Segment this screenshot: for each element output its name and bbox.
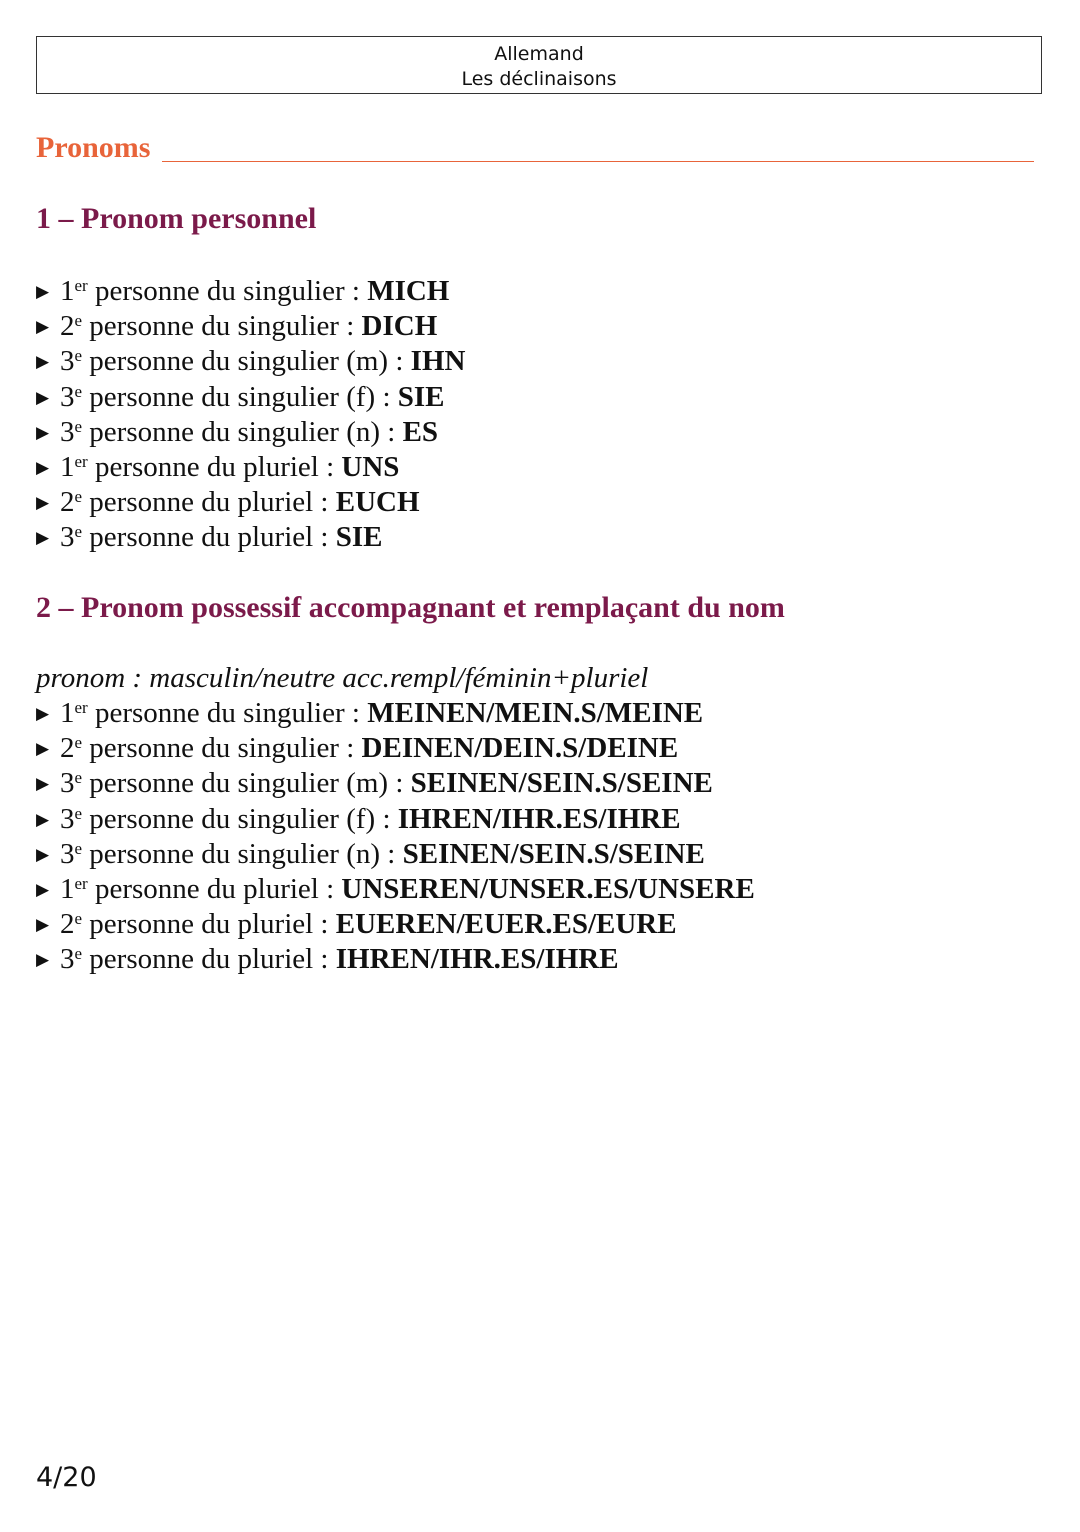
- list-item: ▶ 1er personne du singulier : MICH: [36, 274, 465, 309]
- triangle-bullet-icon: ▶: [36, 809, 50, 830]
- list-item: ▶ 1er personne du pluriel : UNSEREN/UNSER.ES/UNSERE: [36, 872, 755, 907]
- list-item: ▶ 3e personne du singulier (f) : SIE: [36, 380, 465, 415]
- triangle-bullet-icon: ▶: [36, 915, 50, 936]
- triangle-bullet-icon: ▶: [36, 739, 50, 760]
- list-item: ▶ 1er personne du singulier : MEINEN/MEIN.S/MEINE: [36, 696, 755, 731]
- header-subject: Allemand: [494, 43, 584, 65]
- triangle-bullet-icon: ▶: [36, 844, 50, 865]
- section-title: [36, 128, 1034, 168]
- list-item: ▶ 3e personne du singulier (m) : IHN: [36, 344, 465, 379]
- triangle-bullet-icon: ▶: [36, 704, 50, 724]
- list-item: ▶ 2e personne du singulier : DEINEN/DEIN.S/DEINE: [36, 731, 755, 766]
- list-item: ▶ 1er personne du pluriel : UNS: [36, 450, 465, 485]
- list-item: ▶ 3e personne du pluriel : SIE: [36, 520, 465, 555]
- document-header: [36, 36, 1042, 94]
- list-item: ▶ 3e personne du singulier (n) : SEINEN/SEIN.S/SEINE: [36, 837, 755, 872]
- possessive-note: pronom : masculin/neutre acc.rempl/féminin+pluriel: [36, 662, 649, 694]
- page-number: 4/20: [36, 1462, 97, 1493]
- personal-pronoun-heading: 1 – Pronom personnel: [36, 202, 317, 235]
- list-item: ▶ 3e personne du singulier (n) : ES: [36, 415, 465, 450]
- triangle-bullet-icon: ▶: [36, 317, 50, 338]
- possessive-pronoun-heading: 2 – Pronom possessif accompagnant et remplaçant du nom: [36, 591, 785, 624]
- triangle-bullet-icon: ▶: [36, 879, 50, 900]
- list-item: ▶ 3e personne du pluriel : IHREN/IHR.ES/IHRE: [36, 942, 755, 977]
- triangle-bullet-icon: ▶: [36, 422, 50, 443]
- header-chapter: Les déclinaisons: [461, 68, 617, 90]
- list-item: ▶ 2e personne du pluriel : EUCH: [36, 485, 465, 520]
- personal-pronoun-list: [36, 274, 465, 556]
- list-item: ▶ 3e personne du singulier (f) : IHREN/IHR.ES/IHRE: [36, 802, 755, 837]
- triangle-bullet-icon: ▶: [36, 282, 50, 302]
- triangle-bullet-icon: ▶: [36, 352, 50, 373]
- possessive-pronoun-list: [36, 696, 755, 978]
- list-item: ▶ 3e personne du singulier (m) : SEINEN/SEIN.S/SEINE: [36, 766, 755, 801]
- triangle-bullet-icon: ▶: [36, 493, 50, 514]
- triangle-bullet-icon: ▶: [36, 457, 50, 478]
- triangle-bullet-icon: ▶: [36, 387, 50, 408]
- triangle-bullet-icon: ▶: [36, 528, 50, 549]
- list-item: ▶ 2e personne du pluriel : EUEREN/EUER.ES/EURE: [36, 907, 755, 942]
- list-item: ▶ 2e personne du singulier : DICH: [36, 309, 465, 344]
- section-title-text: Pronoms: [36, 131, 151, 164]
- triangle-bullet-icon: ▶: [36, 774, 50, 795]
- section-title-rule: [162, 161, 1034, 162]
- triangle-bullet-icon: ▶: [36, 950, 50, 971]
